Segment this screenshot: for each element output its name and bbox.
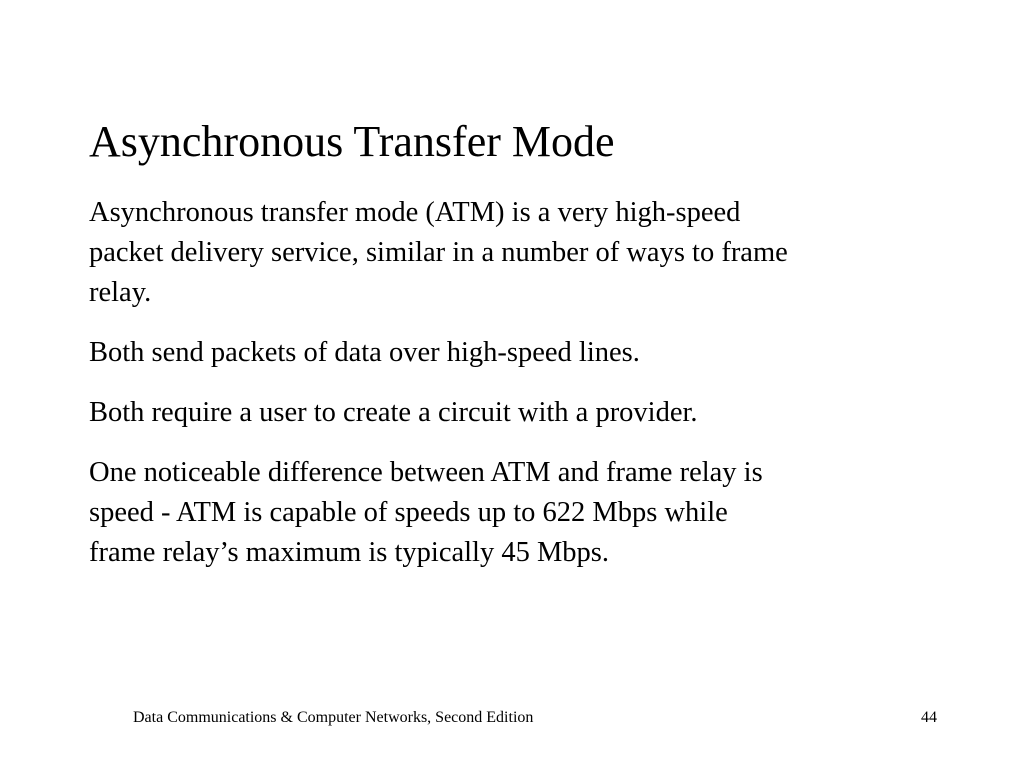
paragraph-line: speed - ATM is capable of speeds up to 622 Mbps while [89, 497, 728, 528]
paragraph-line: packet delivery service, similar in a number of ways to frame [89, 237, 788, 268]
paragraph-speed-difference [89, 453, 969, 573]
paragraph-line: Both require a user to create a circuit with a provider. [89, 397, 698, 428]
paragraph-circuit [89, 393, 969, 433]
paragraph-line: Both send packets of data over high-speed lines. [89, 337, 640, 368]
slide-title: Asynchronous Transfer Mode [89, 117, 615, 166]
paragraph-atm-definition [89, 193, 969, 313]
paragraph-line: Asynchronous transfer mode (ATM) is a very high-speed [89, 197, 741, 228]
slide-body [89, 193, 969, 573]
paragraph-line: relay. [89, 277, 152, 308]
footer-source: Data Communications & Computer Networks, Second Edition [133, 709, 534, 726]
paragraph-line: One noticeable difference between ATM and frame relay is [89, 457, 763, 488]
page-number: 44 [921, 709, 937, 726]
paragraph-high-speed-lines [89, 333, 969, 373]
paragraph-line: frame relay’s maximum is typically 45 Mbps. [89, 537, 610, 568]
